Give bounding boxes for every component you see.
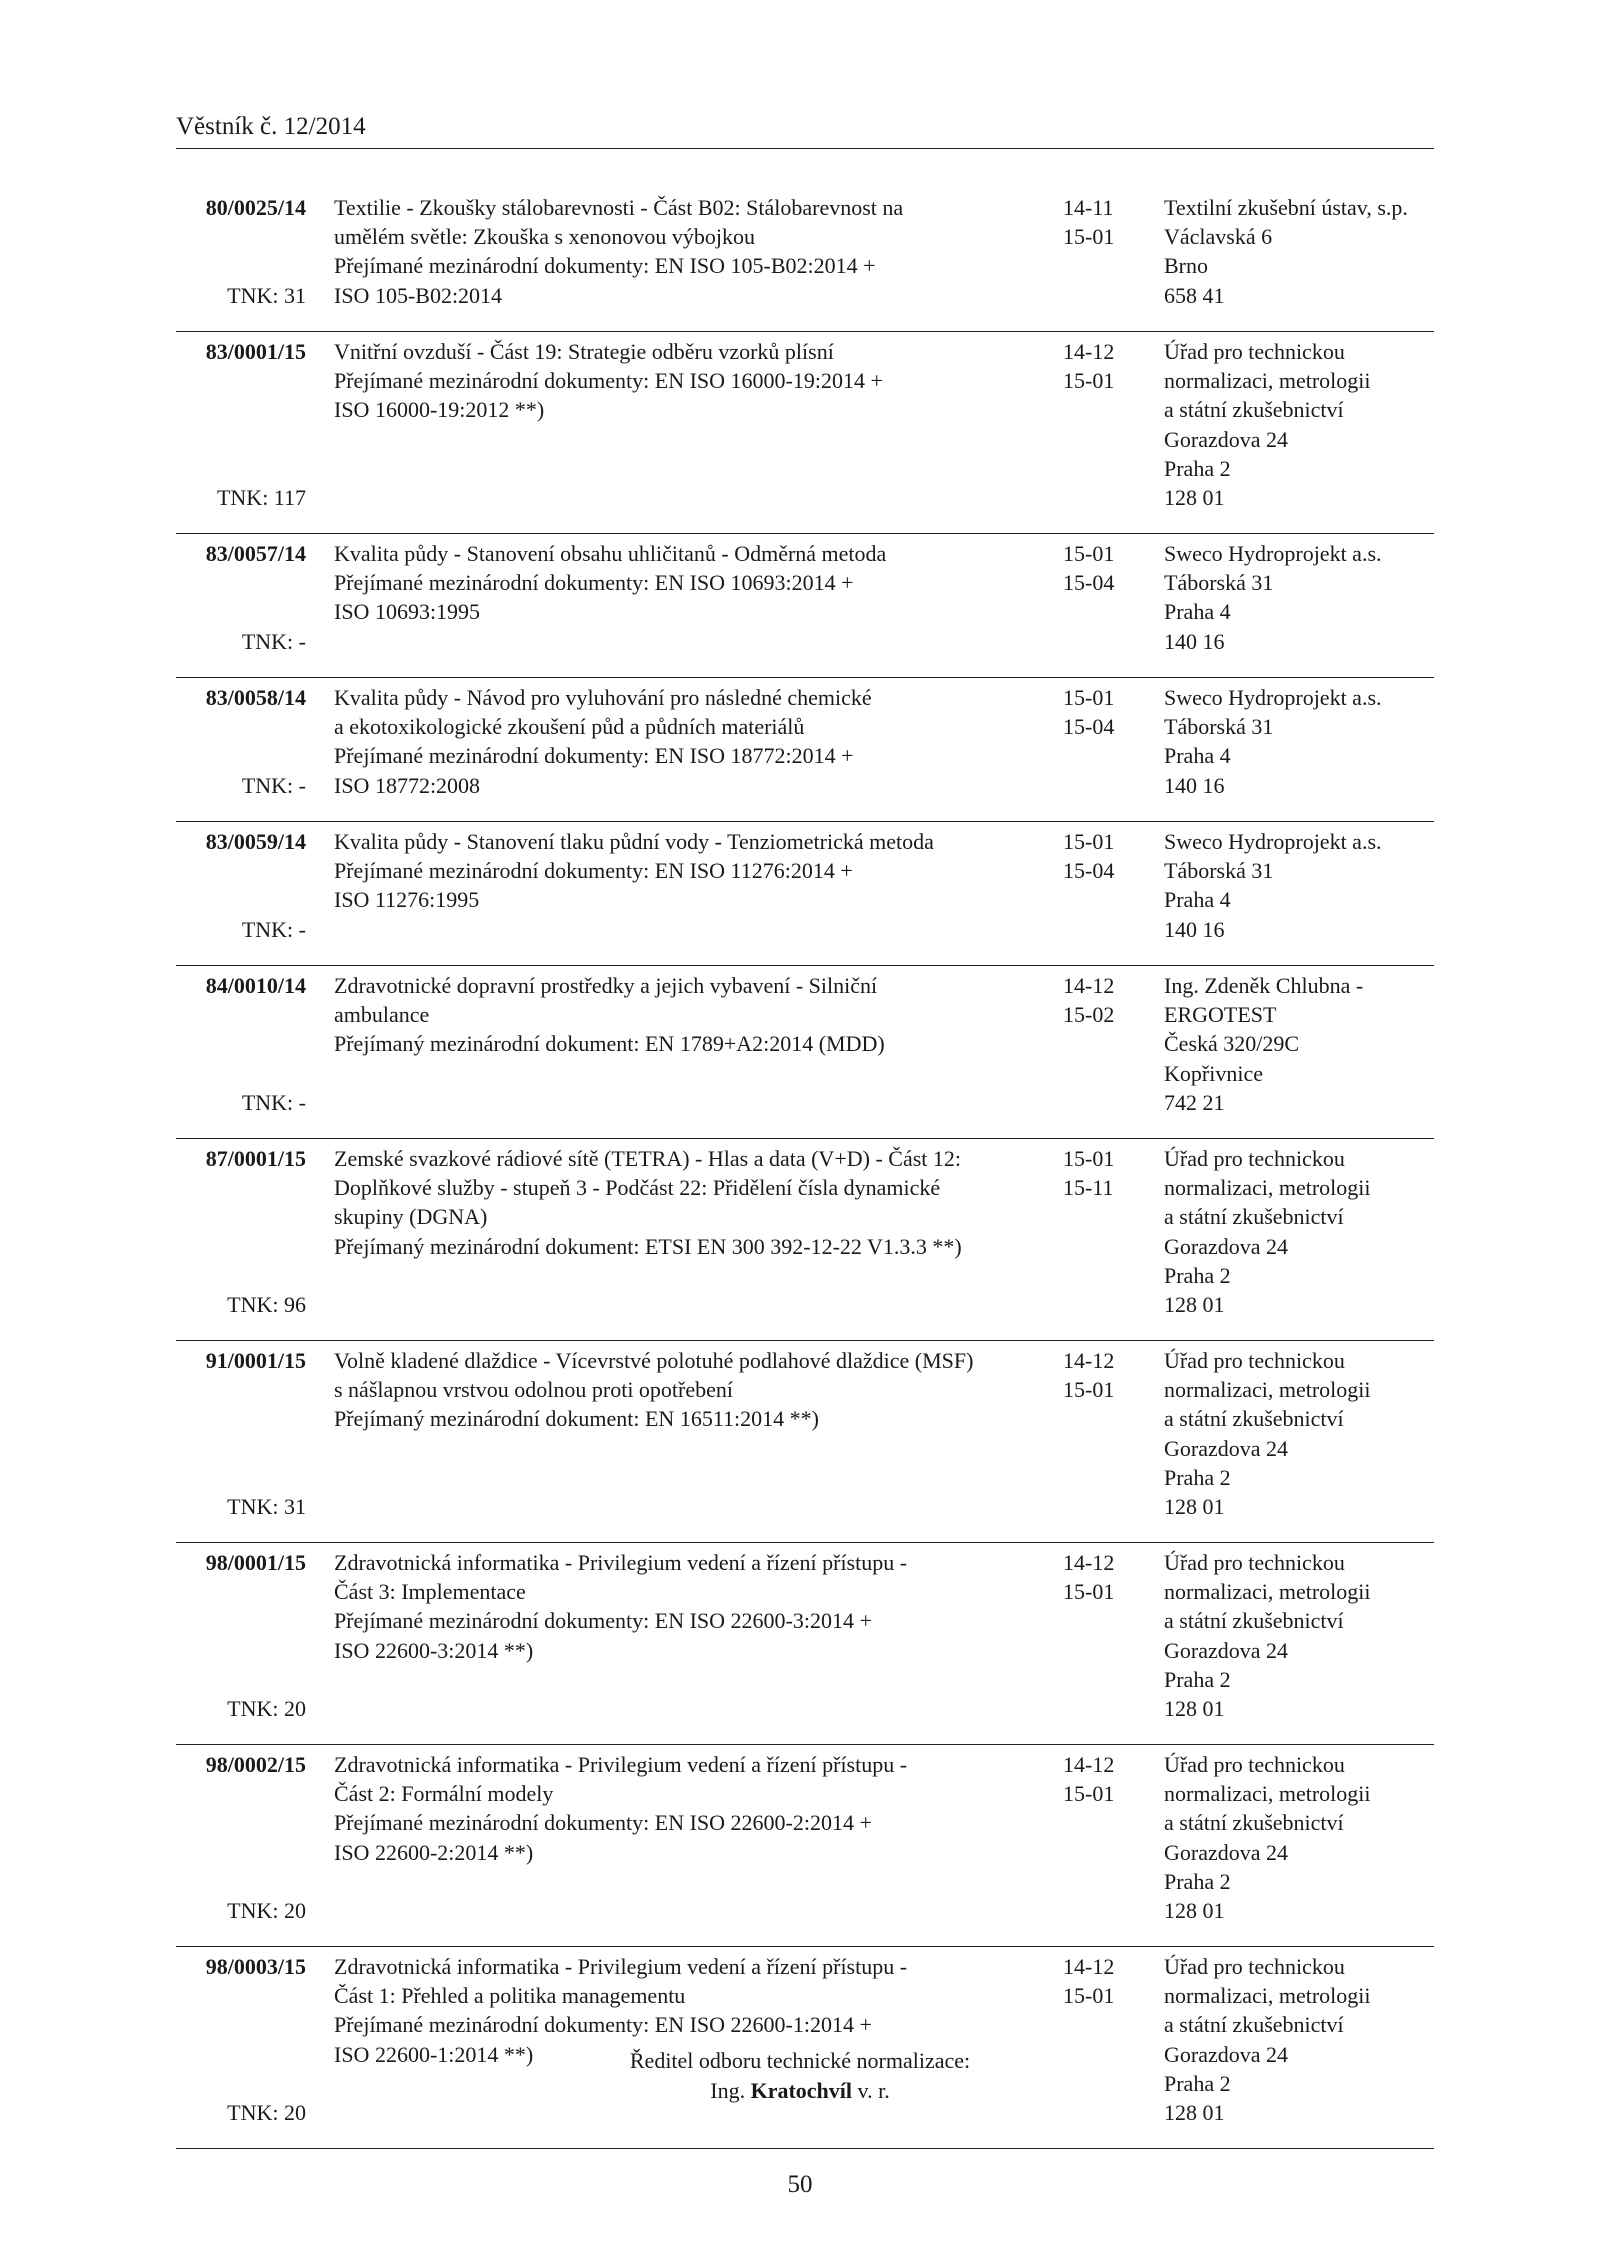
processor-address-line: normalizaci, metrologii bbox=[1164, 368, 1371, 394]
standard-title-line: ISO 18772:2008 bbox=[334, 772, 481, 798]
processor-address bbox=[1164, 1548, 1439, 1723]
standard-dates-line: 15-04 bbox=[1063, 570, 1115, 596]
standard-entry bbox=[176, 678, 1434, 822]
standard-number: 83/0057/14 bbox=[205, 541, 306, 566]
processor-address-line: Táborská 31 bbox=[1164, 714, 1274, 740]
standard-title-line: Kvalita půdy - Stanovení obsahu uhličitanů - Odměrná metoda bbox=[334, 541, 887, 566]
processor-address-line: 128 01 bbox=[1164, 1292, 1225, 1318]
tnk-label: TNK: - bbox=[241, 628, 306, 654]
standard-number: 91/0001/15 bbox=[205, 1348, 306, 1373]
standard-dates bbox=[1063, 683, 1133, 741]
tnk-label: TNK: 20 bbox=[227, 1696, 306, 1721]
standard-dates-line: 14-12 bbox=[1063, 1348, 1115, 1373]
processor-address-line: Kopřivnice bbox=[1164, 1060, 1263, 1086]
standard-number: 80/0025/14 bbox=[205, 195, 306, 220]
standard-number-cell bbox=[176, 1750, 306, 1779]
standard-title-line: ISO 11276:1995 bbox=[334, 887, 480, 913]
processor-address-line: normalizaci, metrologii bbox=[1164, 1983, 1371, 2009]
processor-address-line: Gorazdova 24 bbox=[1164, 1233, 1289, 1259]
standard-number-cell bbox=[176, 827, 306, 856]
standard-title-line: Přejímané mezinárodní dokumenty: EN ISO 22600-3:2014 + bbox=[334, 1608, 872, 1634]
tnk-label: TNK: 96 bbox=[227, 1292, 306, 1317]
standard-title-line: ISO 16000-19:2012 **) bbox=[334, 397, 545, 423]
processor-address-line: Táborská 31 bbox=[1164, 858, 1274, 884]
processor-address-line: normalizaci, metrologii bbox=[1164, 1781, 1371, 1807]
standard-title-line: ISO 105-B02:2014 bbox=[334, 282, 503, 308]
standard-title-line: ISO 22600-2:2014 **) bbox=[334, 1839, 534, 1865]
processor-address-line: 140 16 bbox=[1164, 772, 1225, 798]
processor-address bbox=[1164, 337, 1439, 512]
processor-address-line: Textilní zkušební ústav, s.p. bbox=[1164, 195, 1408, 220]
processor-address-line: 128 01 bbox=[1164, 1494, 1225, 1520]
standard-dates-line: 15-01 bbox=[1063, 1579, 1115, 1605]
processor-address-line: a státní zkušebnictví bbox=[1164, 1406, 1344, 1432]
standard-title-line: Zdravotnické dopravní prostředky a jejich vybavení - Silniční bbox=[334, 973, 878, 998]
standard-number-cell bbox=[176, 1346, 306, 1375]
processor-address-line: Praha 2 bbox=[1164, 455, 1231, 481]
processor-address-line: Praha 4 bbox=[1164, 743, 1231, 769]
processor-address-line: Úřad pro technickou bbox=[1164, 1146, 1345, 1171]
standard-number: 83/0058/14 bbox=[205, 685, 306, 710]
processor-address-line: Gorazdova 24 bbox=[1164, 1435, 1289, 1461]
processor-address-line: Praha 2 bbox=[1164, 2070, 1231, 2096]
processor-address-line: Václavská 6 bbox=[1164, 224, 1273, 250]
tnk-label: TNK: 31 bbox=[227, 282, 306, 308]
processor-address-line: a státní zkušebnictví bbox=[1164, 2012, 1344, 2038]
standard-dates-line: 15-01 bbox=[1063, 368, 1115, 394]
standard-dates bbox=[1063, 1952, 1133, 2010]
standard-dates bbox=[1063, 193, 1133, 251]
tnk-label: TNK: 20 bbox=[227, 1898, 306, 1923]
standard-number-cell bbox=[176, 1952, 306, 1981]
standard-title-line: Volně kladené dlaždice - Vícevrstvé polotuhé podlahové dlaždice (MSF) bbox=[334, 1348, 974, 1373]
standard-dates-line: 14-12 bbox=[1063, 1550, 1115, 1575]
standard-number: 84/0010/14 bbox=[205, 973, 306, 998]
standard-dates-line: 14-12 bbox=[1063, 339, 1115, 364]
standard-title-line: Část 3: Implementace bbox=[334, 1579, 526, 1605]
processor-address-line: Gorazdova 24 bbox=[1164, 426, 1289, 452]
standard-title-line: Přejímané mezinárodní dokumenty: EN ISO 11276:2014 + bbox=[334, 858, 853, 884]
standard-title-line: skupiny (DGNA) bbox=[334, 1204, 488, 1230]
processor-address-line: Praha 4 bbox=[1164, 599, 1231, 625]
standard-dates bbox=[1063, 1750, 1133, 1808]
standard-title-line: Část 1: Přehled a politika managementu bbox=[334, 1983, 686, 2009]
processor-address bbox=[1164, 193, 1439, 310]
processor-address-line: a státní zkušebnictví bbox=[1164, 1204, 1344, 1230]
processor-address-line: 128 01 bbox=[1164, 2100, 1225, 2126]
processor-address bbox=[1164, 827, 1439, 944]
processor-address-line: Gorazdova 24 bbox=[1164, 1839, 1289, 1865]
standard-dates-line: 14-11 bbox=[1063, 195, 1114, 220]
journal-title: Věstník č. 12/2014 bbox=[176, 113, 366, 140]
standard-number-cell bbox=[176, 971, 306, 1000]
standard-dates-line: 15-01 bbox=[1063, 685, 1115, 710]
standards-list bbox=[176, 188, 1434, 2149]
standard-number-cell bbox=[176, 337, 306, 366]
standard-dates-line: 15-01 bbox=[1063, 1983, 1115, 2009]
standard-title-line: Přejímané mezinárodní dokumenty: EN ISO 18772:2014 + bbox=[334, 743, 854, 769]
signature-name-line bbox=[0, 2076, 1600, 2106]
standard-dates-line: 15-01 bbox=[1063, 541, 1115, 566]
signature-suffix: v. r. bbox=[857, 2077, 890, 2103]
processor-address-line: Sweco Hydroprojekt a.s. bbox=[1164, 541, 1382, 566]
standard-title-line: Přejímaný mezinárodní dokument: EN 16511:2014 **) bbox=[334, 1406, 819, 1432]
processor-address-line: normalizaci, metrologii bbox=[1164, 1579, 1371, 1605]
standard-dates-line: 14-12 bbox=[1063, 973, 1115, 998]
processor-address bbox=[1164, 1750, 1439, 1925]
standard-dates-line: 15-04 bbox=[1063, 858, 1115, 884]
tnk-label: TNK: 117 bbox=[216, 485, 306, 510]
processor-address-line: 742 21 bbox=[1164, 1089, 1225, 1115]
processor-address-line: Táborská 31 bbox=[1164, 570, 1274, 596]
processor-address-line: Úřad pro technickou bbox=[1164, 339, 1345, 364]
standard-dates-line: 15-11 bbox=[1063, 1175, 1114, 1201]
processor-address-line: Ing. Zdeněk Chlubna - bbox=[1164, 973, 1364, 998]
standard-number-cell bbox=[176, 193, 306, 222]
standard-title-line: ambulance bbox=[334, 1002, 430, 1028]
processor-address-line: Sweco Hydroprojekt a.s. bbox=[1164, 829, 1382, 854]
processor-address-line: 658 41 bbox=[1164, 282, 1225, 308]
standard-number: 83/0059/14 bbox=[205, 829, 306, 854]
signature-name: Kratochvíl bbox=[750, 2077, 853, 2103]
standard-number-cell bbox=[176, 1548, 306, 1577]
processor-address-line: a státní zkušebnictví bbox=[1164, 1810, 1344, 1836]
standard-title-line: Textilie - Zkoušky stálobarevnosti - Část B02: Stálobarevnost na bbox=[334, 195, 904, 220]
processor-address bbox=[1164, 683, 1439, 800]
processor-address-line: Česká 320/29C bbox=[1164, 1031, 1300, 1057]
processor-address-line: Sweco Hydroprojekt a.s. bbox=[1164, 685, 1382, 710]
standard-dates bbox=[1063, 971, 1133, 1029]
standard-dates bbox=[1063, 337, 1133, 395]
processor-address-line: Brno bbox=[1164, 253, 1208, 279]
standard-dates-line: 15-01 bbox=[1063, 224, 1115, 250]
standard-entry bbox=[176, 332, 1434, 534]
standard-entry bbox=[176, 1543, 1434, 1745]
standard-title-line: ISO 22600-1:2014 **) bbox=[334, 2041, 534, 2067]
standard-title-line: Přejímané mezinárodní dokumenty: EN ISO 16000-19:2014 + bbox=[334, 368, 883, 394]
standard-number: 87/0001/15 bbox=[205, 1146, 306, 1171]
standard-title-line: Část 2: Formální modely bbox=[334, 1781, 554, 1807]
standard-entry bbox=[176, 1139, 1434, 1341]
standard-title-line: Zdravotnická informatika - Privilegium vedení a řízení přístupu - bbox=[334, 1752, 908, 1777]
processor-address-line: a státní zkušebnictví bbox=[1164, 397, 1344, 423]
tnk-label: TNK: - bbox=[241, 772, 306, 798]
standard-title-line: ISO 22600-3:2014 **) bbox=[334, 1637, 534, 1663]
standard-title-line: Přejímaný mezinárodní dokument: EN 1789+A2:2014 (MDD) bbox=[334, 1031, 885, 1057]
signature-block bbox=[0, 2046, 1600, 2105]
processor-address-line: 140 16 bbox=[1164, 628, 1225, 654]
standard-number-cell bbox=[176, 539, 306, 568]
processor-address-line: Praha 2 bbox=[1164, 1666, 1231, 1692]
standard-number-cell bbox=[176, 1144, 306, 1173]
page-header bbox=[176, 112, 1434, 149]
standard-title-line: a ekotoxikologické zkoušení půd a půdních materiálů bbox=[334, 714, 805, 740]
signature-prefix: Ing. bbox=[710, 2077, 746, 2103]
processor-address-line: a státní zkušebnictví bbox=[1164, 1608, 1344, 1634]
processor-address bbox=[1164, 1346, 1439, 1521]
standard-title-line: Přejímané mezinárodní dokumenty: EN ISO 105-B02:2014 + bbox=[334, 253, 876, 279]
standard-number: 98/0001/15 bbox=[205, 1550, 306, 1575]
processor-address-line: Gorazdova 24 bbox=[1164, 1637, 1289, 1663]
standard-dates-line: 14-12 bbox=[1063, 1752, 1115, 1777]
tnk-label: TNK: - bbox=[241, 1089, 306, 1115]
processor-address-line: 140 16 bbox=[1164, 916, 1225, 942]
tnk-label: TNK: - bbox=[241, 916, 306, 942]
page-number: 50 bbox=[787, 2171, 813, 2198]
processor-address bbox=[1164, 971, 1439, 1117]
standard-title-line: Přejímané mezinárodní dokumenty: EN ISO 10693:2014 + bbox=[334, 570, 854, 596]
standard-dates-line: 15-01 bbox=[1063, 1146, 1115, 1171]
standard-dates-line: 15-04 bbox=[1063, 714, 1115, 740]
standard-title-line: Přejímaný mezinárodní dokument: ETSI EN 300 392-12-22 V1.3.3 **) bbox=[334, 1233, 962, 1259]
processor-address bbox=[1164, 1144, 1439, 1319]
standard-dates bbox=[1063, 1144, 1133, 1202]
processor-address-line: Praha 4 bbox=[1164, 887, 1231, 913]
standard-entry bbox=[176, 822, 1434, 966]
processor-address-line: Úřad pro technickou bbox=[1164, 1954, 1345, 1979]
processor-address-line: 128 01 bbox=[1164, 1898, 1225, 1924]
processor-address-line: Úřad pro technickou bbox=[1164, 1348, 1345, 1373]
standard-dates bbox=[1063, 1346, 1133, 1404]
standard-title-line: Zdravotnická informatika - Privilegium vedení a řízení přístupu - bbox=[334, 1954, 908, 1979]
standard-title-line: Vnitřní ovzduší - Část 19: Strategie odběru vzorků plísní bbox=[334, 339, 834, 364]
standard-title-line: s nášlapnou vrstvou odolnou proti opotřebení bbox=[334, 1377, 734, 1403]
processor-address-line: Gorazdova 24 bbox=[1164, 2041, 1289, 2067]
processor-address-line: Úřad pro technickou bbox=[1164, 1752, 1345, 1777]
standard-entry bbox=[176, 534, 1434, 678]
processor-address-line: Úřad pro technickou bbox=[1164, 1550, 1345, 1575]
standard-dates bbox=[1063, 539, 1133, 597]
standard-entry bbox=[176, 1745, 1434, 1947]
standard-title-line: Kvalita půdy - Stanovení tlaku půdní vody - Tenziometrická metoda bbox=[334, 829, 934, 854]
standard-title-line: Zemské svazkové rádiové sítě (TETRA) - Hlas a data (V+D) - Část 12: bbox=[334, 1146, 961, 1171]
standard-title-line: Zdravotnická informatika - Privilegium vedení a řízení přístupu - bbox=[334, 1550, 908, 1575]
processor-address-line: normalizaci, metrologii bbox=[1164, 1175, 1371, 1201]
processor-address-line: Praha 2 bbox=[1164, 1868, 1231, 1894]
standard-number-cell bbox=[176, 683, 306, 712]
processor-address-line: 128 01 bbox=[1164, 1696, 1225, 1722]
processor-address bbox=[1164, 539, 1439, 656]
standard-title-line: umělém světle: Zkouška s xenonovou výbojkou bbox=[334, 224, 755, 250]
standard-dates-line: 14-12 bbox=[1063, 1954, 1115, 1979]
standard-title-line: Kvalita půdy - Návod pro vyluhování pro následné chemické bbox=[334, 685, 872, 710]
standard-dates-line: 15-01 bbox=[1063, 829, 1115, 854]
standard-number: 98/0003/15 bbox=[205, 1954, 306, 1979]
standard-title-line: Přejímané mezinárodní dokumenty: EN ISO 22600-1:2014 + bbox=[334, 2012, 872, 2038]
standard-dates bbox=[1063, 1548, 1133, 1606]
tnk-label: TNK: 20 bbox=[227, 2100, 306, 2125]
standard-entry bbox=[176, 1341, 1434, 1543]
standard-dates-line: 15-01 bbox=[1063, 1377, 1115, 1403]
processor-address-line: 128 01 bbox=[1164, 485, 1225, 511]
standard-title-line: Přejímané mezinárodní dokumenty: EN ISO 22600-2:2014 + bbox=[334, 1810, 872, 1836]
standard-dates-line: 15-01 bbox=[1063, 1781, 1115, 1807]
signature-role: Ředitel odboru technické normalizace: bbox=[629, 2048, 971, 2073]
standard-title-line: Doplňkové služby - stupeň 3 - Podčást 22: Přidělení čísla dynamické bbox=[334, 1175, 941, 1201]
standard-number: 98/0002/15 bbox=[205, 1752, 306, 1777]
standard-dates-line: 15-02 bbox=[1063, 1002, 1115, 1028]
standard-entry bbox=[176, 966, 1434, 1139]
standard-entry bbox=[176, 188, 1434, 332]
tnk-label: TNK: 31 bbox=[227, 1494, 306, 1519]
processor-address-line: ERGOTEST bbox=[1164, 1002, 1277, 1028]
processor-address-line: Praha 2 bbox=[1164, 1262, 1231, 1288]
standard-dates bbox=[1063, 827, 1133, 885]
standard-number: 83/0001/15 bbox=[205, 339, 306, 364]
processor-address-line: normalizaci, metrologii bbox=[1164, 1377, 1371, 1403]
standard-title-line: ISO 10693:1995 bbox=[334, 599, 481, 625]
processor-address-line: Praha 2 bbox=[1164, 1464, 1231, 1490]
